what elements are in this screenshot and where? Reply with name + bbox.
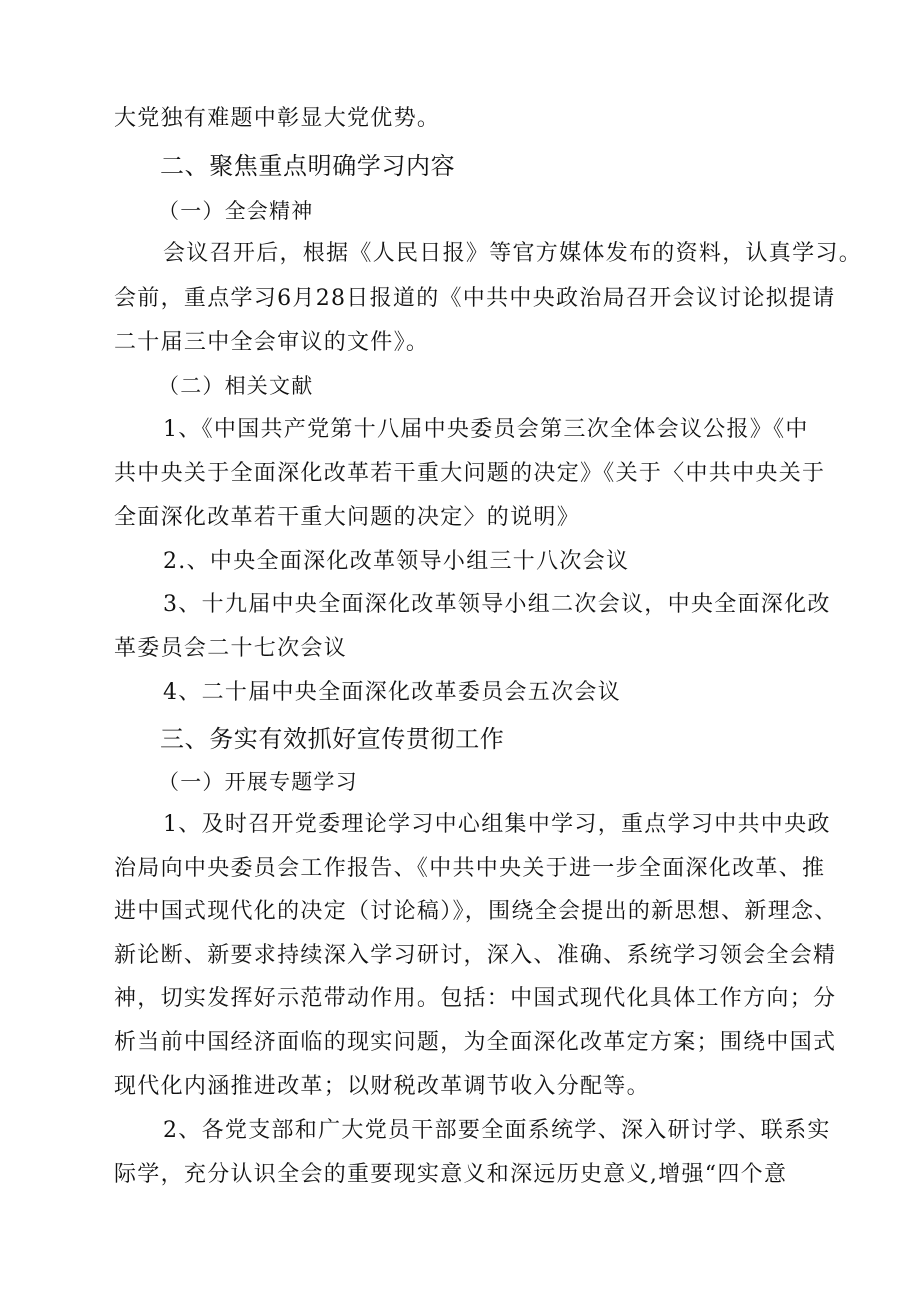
paragraph-line: 析当前中国经济面临的现实问题，为全面深化改革定方案；围绕中国式 [114, 1030, 837, 1055]
section-heading-2: 二、聚焦重点明确学习内容 [160, 152, 456, 180]
paragraph-line: 新论断、新要求持续深入学习研讨，深入、准确、系统学习领会全会精 [114, 943, 837, 968]
paragraph-line: 二十届三中全会审议的文件》。 [114, 330, 430, 355]
paragraph-line: 1、及时召开党委理论学习中心组集中学习，重点学习中共中央政 [163, 812, 831, 837]
list-item-line: 4、二十届中央全面深化改革委员会五次会议 [163, 680, 621, 705]
paragraph-line: 治局向中央委员会工作报告、《中共中央关于进一步全面深化改革、推 [114, 856, 826, 881]
list-item-line: 3、十九届中央全面深化改革领导小组二次会议，中央全面深化改 [163, 592, 831, 617]
list-item-line: 共中央关于全面深化改革若干重大问题的决定》《关于〈中共中央关于 [114, 461, 826, 486]
paragraph-line: 神，切实发挥好示范带动作用。包括：中国式现代化具体工作方向；分 [114, 986, 837, 1011]
paragraph-line: 2、各党支部和广大党员干部要全面系统学、深入研讨学、联系实 [163, 1118, 831, 1143]
paragraph-line: 际学，充分认识全会的重要现实意义和深远历史意义,增强“四个意 [114, 1162, 788, 1187]
paragraph-line: 会前，重点学习6月28日报道的《中共中央政治局召开会议讨论拟提请 [114, 286, 836, 311]
list-item-line: 2.、中央全面深化改革领导小组三十八次会议 [163, 549, 630, 574]
list-item-line: 1、《中国共产党第十八届中央委员会第三次全体会议公报》《中 [163, 417, 809, 442]
subsection-heading: （一）全会精神 [158, 199, 314, 223]
subsection-heading: （二）相关文献 [158, 374, 314, 398]
paragraph-line: 现代化内涵推进改革；以财税改革调节收入分配等。 [114, 1074, 650, 1099]
list-item-line: 革委员会二十七次会议 [114, 636, 348, 661]
paragraph-line: 大党独有难题中彰显大党优势。 [114, 106, 441, 131]
section-heading-3: 三、务实有效抓好宣传贯彻工作 [160, 725, 505, 753]
subsection-heading: （一）开展专题学习 [158, 770, 358, 794]
paragraph-line: 会议召开后，根据《人民日报》等官方媒体发布的资料，认真学习。 [163, 241, 863, 266]
list-item-line: 全面深化改革若干重大问题的决定〉的说明》 [114, 505, 581, 530]
paragraph-line: 进中国式现代化的决定（讨论稿）》，围绕全会提出的新思想、新理念、 [114, 899, 838, 924]
